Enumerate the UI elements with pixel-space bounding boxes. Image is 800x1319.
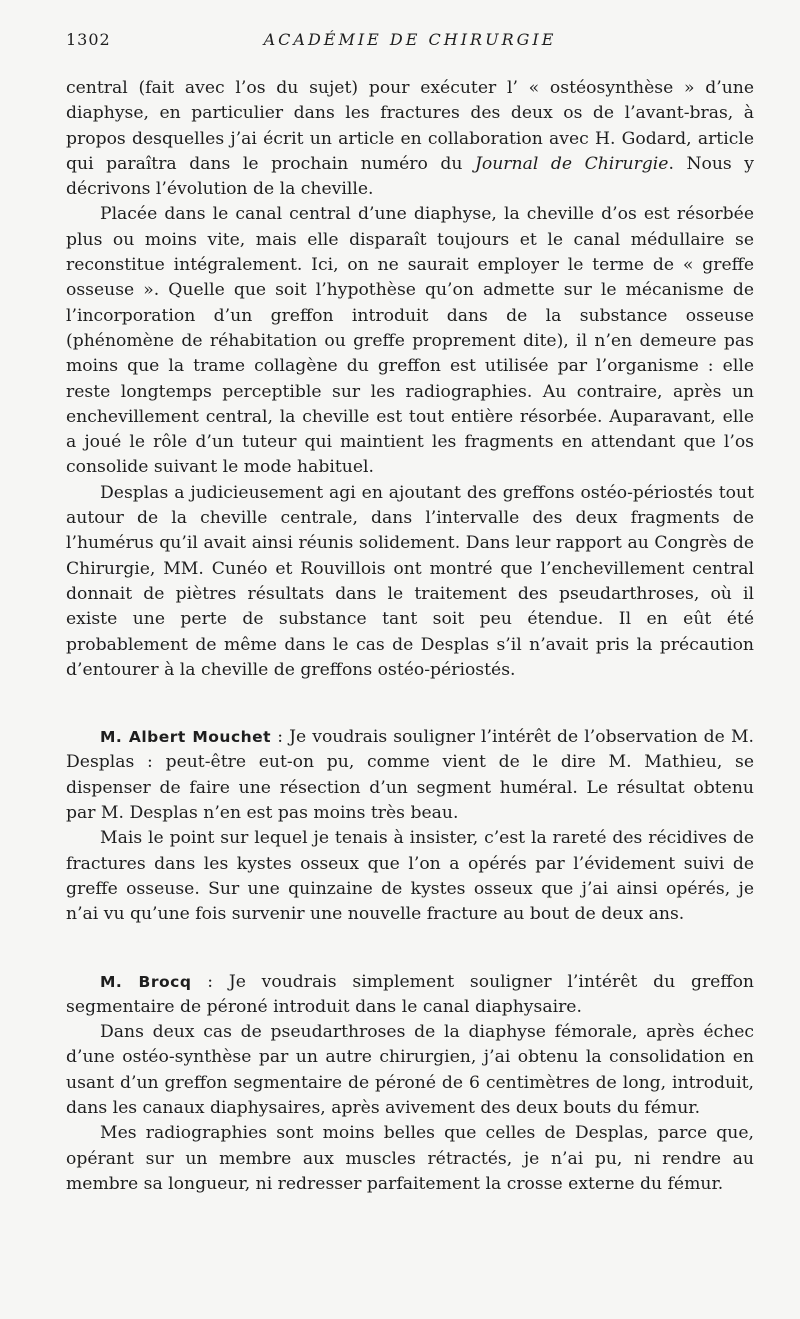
paragraph-desplas-greffons: Desplas a judicieusement agi en ajoutant des greffons ostéo-périostés tout autour de la cheville centrale, dans l’intervalle des deux fragments de l’humérus qu’il avait ainsi réunis solidement. Dans leur rapport au Congrès de Chirurgie, MM. Cunéo et Rouvillois ont montré que l’enchevillement central donnait de piètres résultats dans le traitement des pseudarthroses, où il existe une perte de substance tant soit peu étendue. Il en eût été probablement de même dans le cas de Desplas s’il n’avait pris la précaution d’entourer à la cheville de greffons ostéo-périostés. xyxy=(66,482,754,680)
running-head: ACADÉMIE DE CHIRURGIE xyxy=(263,30,557,49)
paragraph-text: . Nous y décrivons l’évolution de la cheville. xyxy=(66,153,754,200)
paragraph-mouchet-kystes: Mais le point sur lequel je tenais à insister, c’est la rareté des récidives de fractures dans les kystes osseux que l’on a opérés par l’évidement suivi de greffe osseuse. Sur une quinzaine de kystes osseux que j’ai ainsi opérés, je n’ai vu qu’une fois survenir une nouvelle fracture au bout de deux ans. xyxy=(66,828,754,925)
paragraph-brocq-intervention xyxy=(66,970,754,1021)
page-number: 1302 xyxy=(66,30,111,49)
speaker-name: M. Brocq xyxy=(100,972,192,991)
paragraph-brocq-pseudarthroses: Dans deux cas de pseudarthroses de la diaphyse fémorale, après échec d’une ostéo-synthèse par un autre chirurgien, j’ai obtenu la consolidation en usant d’un greffon segmentaire de péroné de 6 centimètres de long, introduit, dans les canaux diaphysaires, après avivement des deux bouts du fémur. xyxy=(66,1022,754,1118)
paragraph-mouchet-intervention xyxy=(66,725,754,826)
section-gap xyxy=(66,928,754,970)
body-text xyxy=(66,76,754,1197)
section-gap xyxy=(66,683,754,725)
journal-title: Journal de Chirurgie xyxy=(475,153,669,174)
document-page xyxy=(66,30,754,1197)
paragraph-text: : Je voudrais souligner l’intérêt de l’observation de M. Desplas : peut-être eut-on pu, comme vient de le dire M. Mathieu, se dispenser de faire une résection d’un segment huméral. Le résultat obtenu par M. Desplas n’en est pas moins très beau. xyxy=(66,727,754,824)
paragraph-text: central (fait avec l’os du sujet) pour exécuter l’ « ostéosynthèse » d’une diaphyse, en particulier dans les fractures des deux os de l’avant-bras, à propos desquelles j’ai écrit un article en collaboration avec H. Godard, article qui paraîtra dans le prochain numéro du xyxy=(66,78,754,174)
paragraph-cheville-resorption: Placée dans le canal central d’une diaphyse, la cheville d’os est résorbée plus ou moins vite, mais elle disparaît toujours et le canal médullaire se reconstitue intégralement. Ici, on ne saurait employer le terme de « greffe osseuse ». Quelle que soit l’hypothèse qu’on admette sur le mécanisme de l’incorporation d’un greffon introduit dans de la substance osseuse (phénomène de réhabitation ou greffe proprement dite), il n’en demeure pas moins que la trame collagène du greffon est utilisée par l’organisme : elle reste longtemps perceptible sur les radiographies. Au contraire, après un enchevillement central, la cheville est tout entière résorbée. Auparavant, elle a joué le rôle d’un tuteur qui maintient les fragments en attendant que l’os consolide suivant le mode habituel. xyxy=(66,204,754,478)
paragraph-brocq-radiographies: Mes radiographies sont moins belles que celles de Desplas, parce que, opérant sur un membre aux muscles rétractés, je n’ai pu, ni rendre au membre sa longueur, ni redresser parfaitement la crosse externe du fémur. xyxy=(66,1123,754,1194)
page-header xyxy=(66,30,754,56)
paragraph-text: : Je voudrais simplement souligner l’intérêt du greffon segmentaire de péroné introduit dans le canal diaphysaire. xyxy=(66,971,754,1017)
speaker-name: M. Albert Mouchet xyxy=(100,728,272,747)
paragraph-enchevillement xyxy=(66,76,754,202)
